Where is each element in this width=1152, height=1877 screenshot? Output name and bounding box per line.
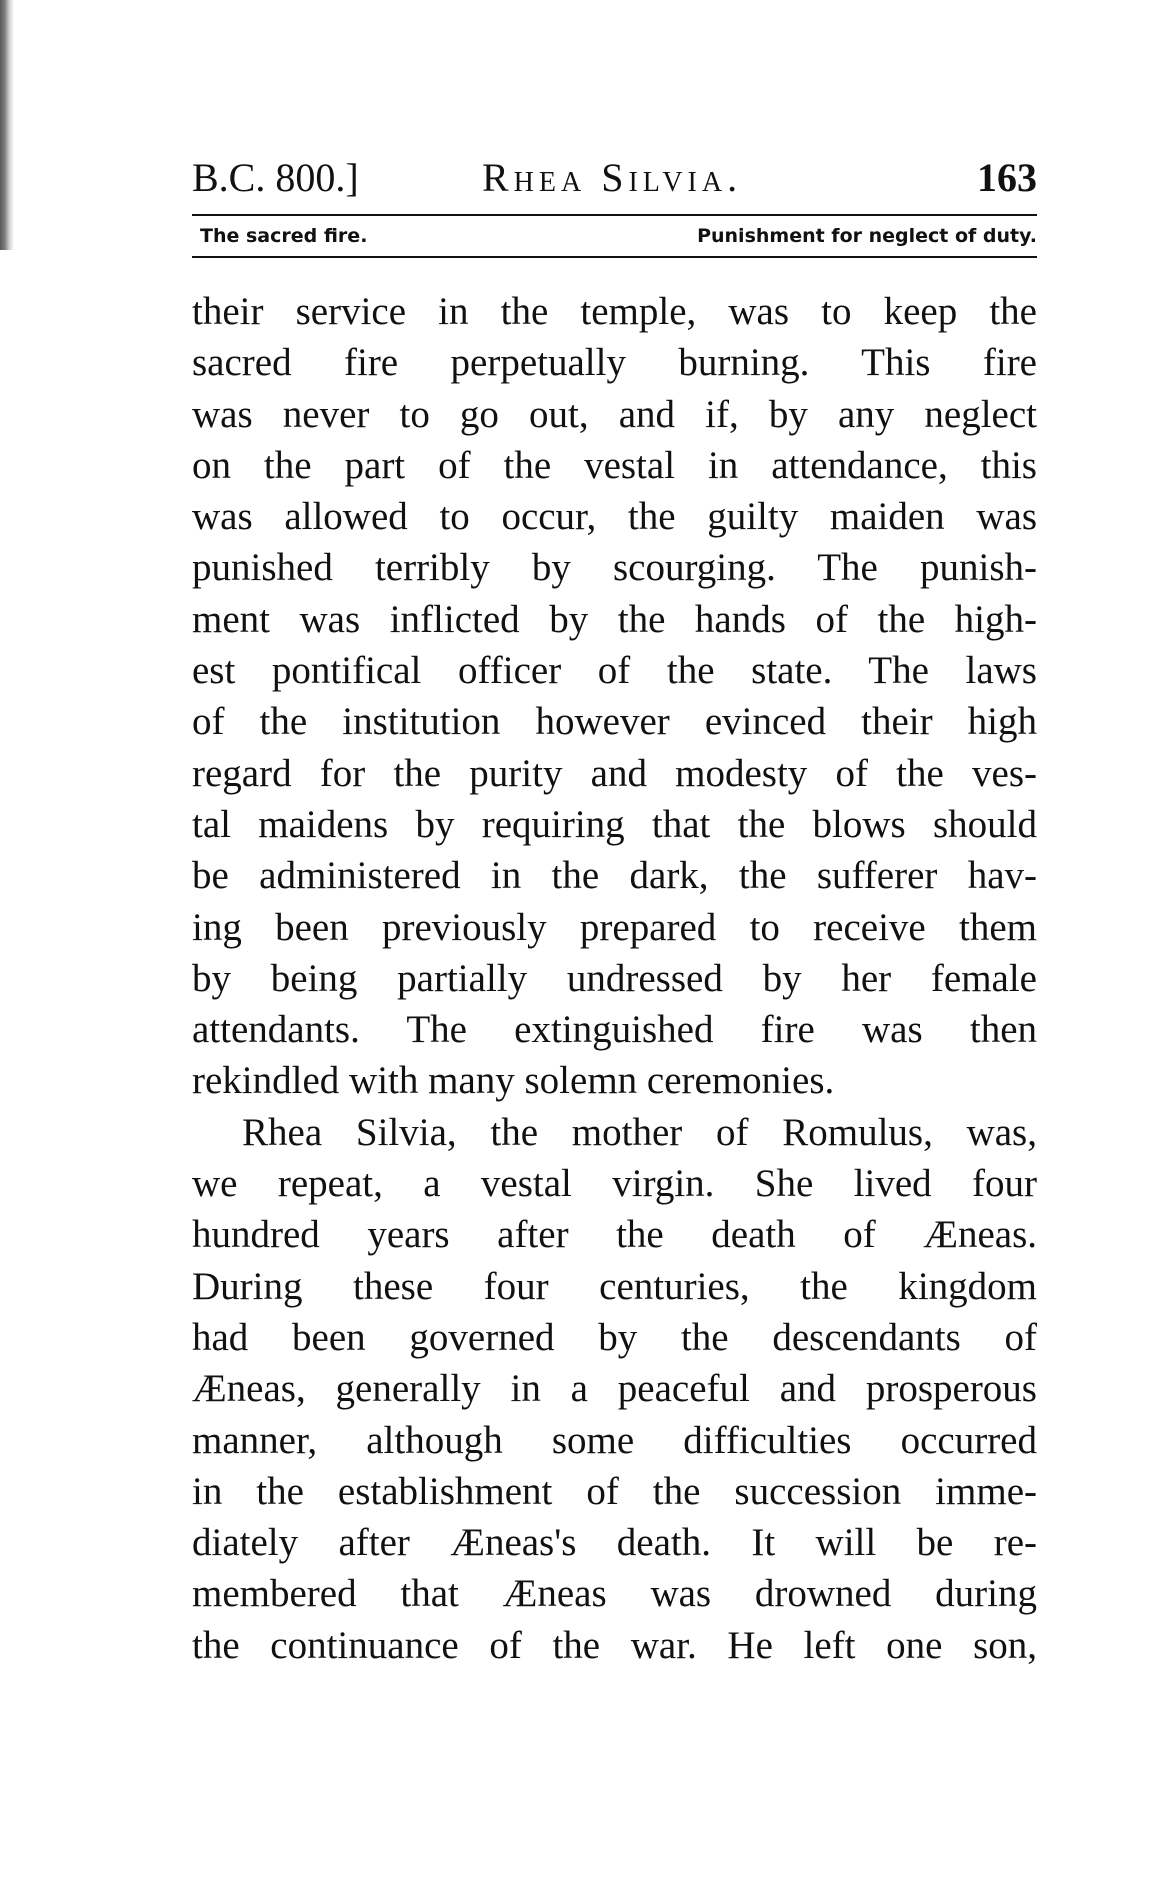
text-line: During these four centuries, the kingdom xyxy=(192,1264,1037,1308)
text-line: in the establishment of the succession imme- xyxy=(192,1469,1037,1513)
text-line: by being partially undressed by her female xyxy=(192,956,1037,1000)
text-line: be administered in the dark, the sufferer hav- xyxy=(192,854,1037,898)
text-line: sacred fire perpetually burning. This fire xyxy=(192,341,1037,385)
text-line: punished terribly by scourging. The punish- xyxy=(192,546,1037,590)
text-line: Rhea Silvia, the mother of Romulus, was, xyxy=(242,1110,1037,1154)
running-head xyxy=(192,150,1037,206)
text-line: was allowed to occur, the guilty maiden was xyxy=(192,495,1037,539)
text-line: rekindled with many solemn ceremonies. xyxy=(192,1059,835,1103)
page-number: 163 xyxy=(977,155,1037,200)
text-line: had been governed by the descendants of xyxy=(192,1315,1037,1359)
text-line: of the institution however evinced their high xyxy=(192,700,1037,744)
text-line: we repeat, a vestal virgin. She lived four xyxy=(192,1162,1037,1206)
paragraph-1 xyxy=(192,286,1037,1107)
text-line: manner, although some difficulties occurred xyxy=(192,1418,1037,1462)
text-line: tal maidens by requiring that the blows should xyxy=(192,802,1037,846)
subhead-left: The sacred fire. xyxy=(200,225,368,247)
text-line: membered that Æneas was drowned during xyxy=(192,1572,1037,1616)
header-date: B.C. 800.] xyxy=(192,155,359,200)
book-page xyxy=(192,150,1037,1671)
page-edge-mark xyxy=(0,0,14,250)
paragraph-2 xyxy=(192,1107,1037,1671)
subhead-right: Punishment for neglect of duty. xyxy=(697,225,1037,247)
text-line: est pontifical officer of the state. The laws xyxy=(192,649,1037,693)
text-line: diately after Æneas's death. It will be re- xyxy=(192,1521,1037,1565)
text-line: Æneas, generally in a peaceful and prosperous xyxy=(192,1367,1037,1411)
marginal-subhead xyxy=(192,216,1037,256)
header-title: Rhea Silvia. xyxy=(482,155,743,200)
body-text xyxy=(192,286,1037,1671)
text-line: on the part of the vestal in attendance, this xyxy=(192,443,1037,487)
text-line: ing been previously prepared to receive them xyxy=(192,905,1037,949)
text-line: the continuance of the war. He left one son, xyxy=(192,1623,1037,1667)
text-line: their service in the temple, was to keep the xyxy=(192,290,1037,333)
text-line: ment was inflicted by the hands of the high- xyxy=(192,597,1037,641)
subhead-rule xyxy=(192,256,1037,258)
text-line: attendants. The extinguished fire was then xyxy=(192,1008,1037,1052)
text-line: regard for the purity and modesty of the ves- xyxy=(192,751,1037,795)
text-line: hundred years after the death of Æneas. xyxy=(192,1213,1037,1257)
text-line: was never to go out, and if, by any neglect xyxy=(192,392,1037,436)
